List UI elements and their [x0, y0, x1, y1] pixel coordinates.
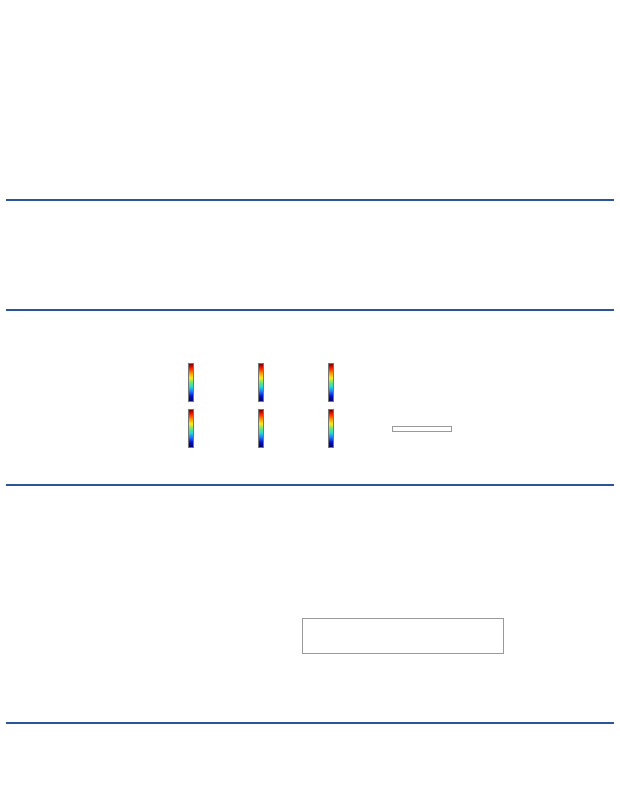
ecology-t2-panel [340, 116, 505, 172]
carbolot-3d-surface-a [12, 500, 168, 632]
colorbar [188, 363, 194, 402]
zonal-scheme-figure [328, 2, 618, 198]
colorbar [188, 409, 194, 448]
statsca-line-chart [383, 299, 583, 423]
section-divider [6, 484, 614, 486]
ecology-t3-panel [346, 6, 498, 56]
colorbar [258, 363, 264, 402]
spectra-heatmap-massmortality [218, 363, 255, 400]
class-map-start [148, 409, 185, 446]
accumulation-fabrics-panel [346, 64, 498, 114]
colorbar [328, 409, 334, 448]
statsca-legend [392, 426, 452, 432]
class-map-massmortality [218, 409, 255, 446]
carbolot-mid-caption [330, 656, 504, 663]
poster-abstract [12, 116, 342, 121]
carbocat-thickness-section-chart [302, 202, 618, 305]
class-map-finish [288, 409, 325, 446]
midw-stocks-line-chart [286, 489, 500, 613]
colorbar [328, 363, 334, 402]
section-divider [6, 722, 614, 724]
carbolot-3d-surface-c [55, 636, 191, 720]
section-divider [6, 199, 614, 201]
spectra-heatmap-start [148, 363, 185, 400]
nsf-logo-icon [575, 2, 613, 40]
colorbar [258, 409, 264, 448]
midw-legend [302, 618, 504, 654]
spectra-heatmap-finish [288, 363, 325, 400]
